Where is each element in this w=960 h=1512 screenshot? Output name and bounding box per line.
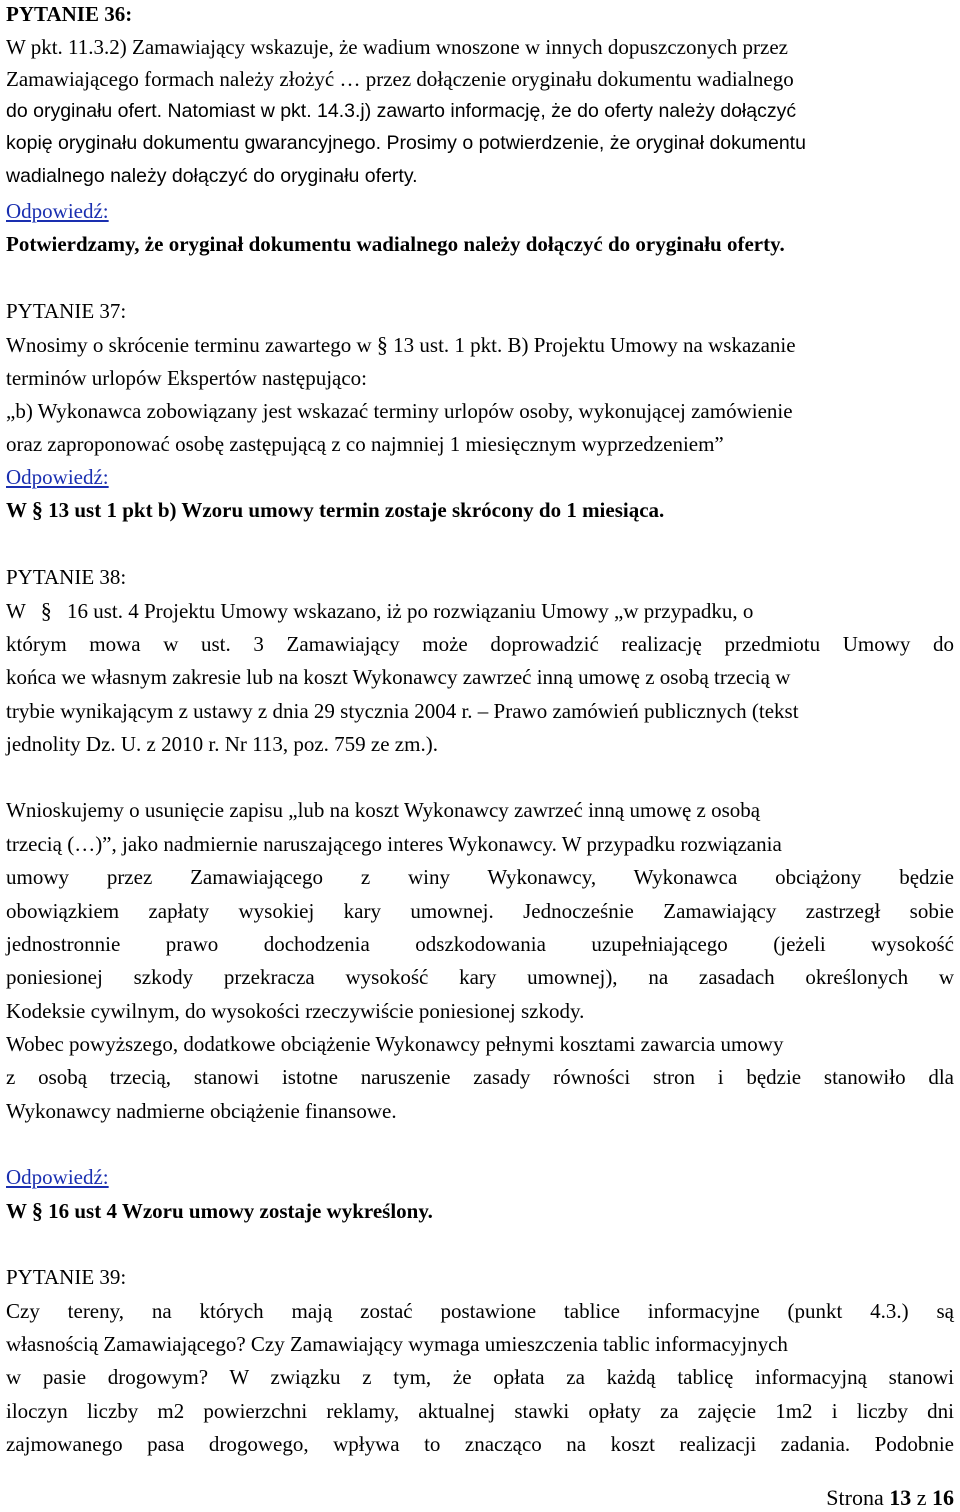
question-38-line-2: którym mowa w ust. 3 Zamawiający może doprowadzić realizację przedmiotu Umowy do <box>6 632 954 656</box>
answer-label: Odpowiedź: <box>6 199 109 223</box>
question-38-line-5: jednolity Dz. U. z 2010 r. Nr 113, poz. 759 ze zm.). <box>6 732 438 756</box>
question-37-answer <box>6 496 954 524</box>
section-symbol-icon: § <box>376 332 388 357</box>
question-38-answer-start: W <box>6 1199 27 1223</box>
question-38-heading: PYTANIE 38: <box>6 565 127 589</box>
answer-label: Odpowiedź: <box>6 1165 109 1189</box>
question-36-line-3: do oryginału ofert. Natomiast w pkt. 14.3.j) zawarto informację, że do oferty należy dołączyć <box>6 100 797 122</box>
question-37-heading: PYTANIE 37: <box>6 299 127 323</box>
page-number-total: 16 <box>932 1485 954 1510</box>
question-39-heading: PYTANIE 39: <box>6 1265 127 1289</box>
question-38-line-1 <box>6 597 954 625</box>
question-36-answer-row <box>6 197 954 225</box>
question-37-answer-end: 13 ust 1 pkt b) Wzoru umowy termin zostaje skrócony do 1 miesiąca. <box>48 498 665 522</box>
question-38-line-3: końca we własnym zakresie lub na koszt Wykonawcy zawrzeć inną umowę z osobą trzecią w <box>6 665 791 689</box>
question-37-line-1 <box>6 331 954 359</box>
question-37-line-4: oraz zaproponować osobę zastępującą z co najmniej 1 miesięcznym wyprzedzeniem” <box>6 432 724 456</box>
question-38-para2-line-6: poniesionej szkody przekracza wysokość kary umownej), na zasadach określonych w <box>6 965 954 989</box>
question-37-answer-row <box>6 463 954 491</box>
question-38-para2-line-3: umowy przez Zamawiającego z winy Wykonawcy, Wykonawca obciążony będzie <box>6 865 954 889</box>
page-number-middle: z <box>916 1485 927 1510</box>
question-39-line-5: zajmowanego pasa drogowego, wpływa to znacząco na koszt realizacji zadania. Podobnie <box>6 1432 954 1456</box>
question-38-para2-line-4: obowiązkiem zapłaty wysokiej kary umownej. Jednocześnie Zamawiający zastrzegł sobie <box>6 899 954 923</box>
question-38-answer-row <box>6 1163 954 1191</box>
question-36-line-1: W pkt. 11.3.2) Zamawiający wskazuje, że wadium wnoszone w innych dopuszczonych przez <box>6 35 788 59</box>
question-38-answer <box>6 1197 954 1225</box>
question-39-line-4: iloczyn liczby m2 powierzchni reklamy, aktualnej stawki opłaty za zajęcie 1m2 i liczby dni <box>6 1399 954 1423</box>
question-38-para3-line-1: Wobec powyższego, dodatkowe obciążenie Wykonawcy pełnymi kosztami zawarcia umowy <box>6 1032 784 1056</box>
question-36-line-4: kopię oryginału dokumentu gwarancyjnego. Prosimy o potwierdzenie, że oryginał dokumentu <box>6 132 806 154</box>
question-38-para3-line-2: z osobą trzecią, stanowi istotne naruszenie zasady równości stron i będzie stanowiło dla <box>6 1065 954 1089</box>
question-36-line-5: wadialnego należy dołączyć do oryginału oferty. <box>6 165 418 187</box>
question-38-answer-end: 16 ust 4 Wzoru umowy zostaje wykreślony. <box>48 1199 433 1223</box>
question-37-line-1-start: Wnosimy o skrócenie terminu zawartego w <box>6 333 372 357</box>
section-symbol-icon: § <box>31 497 43 522</box>
question-38-line-1-start: W <box>6 599 26 623</box>
question-36-answer: Potwierdzamy, że oryginał dokumentu wadialnego należy dołączyć do oryginału oferty. <box>6 232 785 256</box>
question-36-heading: PYTANIE 36: <box>6 2 133 26</box>
question-38-para2-line-5: jednostronnie prawo dochodzenia odszkodowania uzupełniającego (jeżeli wysokość <box>6 932 954 956</box>
question-37-answer-start: W <box>6 498 27 522</box>
question-38-para2-line-2: trzecią (…)”, jako nadmiernie naruszającego interes Wykonawcy. W przypadku rozwiązania <box>6 832 782 856</box>
section-symbol-icon: § <box>40 598 52 623</box>
question-39-line-3: w pasie drogowym? W związku z tym, że opłata za każdą tablicę informacyjną stanowi <box>6 1365 954 1389</box>
question-36-line-2: Zamawiającego formach należy złożyć … przez dołączenie oryginału dokumentu wadialnego <box>6 67 794 91</box>
question-37-line-1-end: 13 ust. 1 pkt. B) Projektu Umowy na wskazanie <box>393 333 796 357</box>
question-38-para2-line-1: Wnioskujemy o usunięcie zapisu „lub na koszt Wykonawcy zawrzeć inną umowę z osobą <box>6 798 761 822</box>
question-38-para3-line-3: Wykonawcy nadmierne obciążenie finansowe. <box>6 1099 397 1123</box>
page-number <box>826 1484 954 1512</box>
page-number-prefix: Strona <box>826 1485 884 1510</box>
section-symbol-icon: § <box>31 1198 43 1223</box>
question-38-para2-line-7: Kodeksie cywilnym, do wysokości rzeczywiście poniesionej szkody. <box>6 999 585 1023</box>
answer-label: Odpowiedź: <box>6 465 109 489</box>
question-37-line-2: terminów urlopów Ekspertów następująco: <box>6 366 367 390</box>
page-number-current: 13 <box>889 1485 912 1510</box>
question-37-line-3: „b) Wykonawca zobowiązany jest wskazać terminy urlopów osoby, wykonującej zamówienie <box>6 399 793 423</box>
question-38-line-4: trybie wynikającym z ustawy z dnia 29 stycznia 2004 r. – Prawo zamówień publicznych (tekst <box>6 699 799 723</box>
question-38-line-1-end: 16 ust. 4 Projektu Umowy wskazano, iż po rozwiązaniu Umowy „w przypadku, o <box>66 599 754 623</box>
question-39-line-2: własnością Zamawiającego? Czy Zamawiający wymaga umieszczenia tablic informacyjnych <box>6 1332 788 1356</box>
question-39-line-1: Czy tereny, na których mają zostać postawione tablice informacyjne (punkt 4.3.) są <box>6 1299 954 1323</box>
